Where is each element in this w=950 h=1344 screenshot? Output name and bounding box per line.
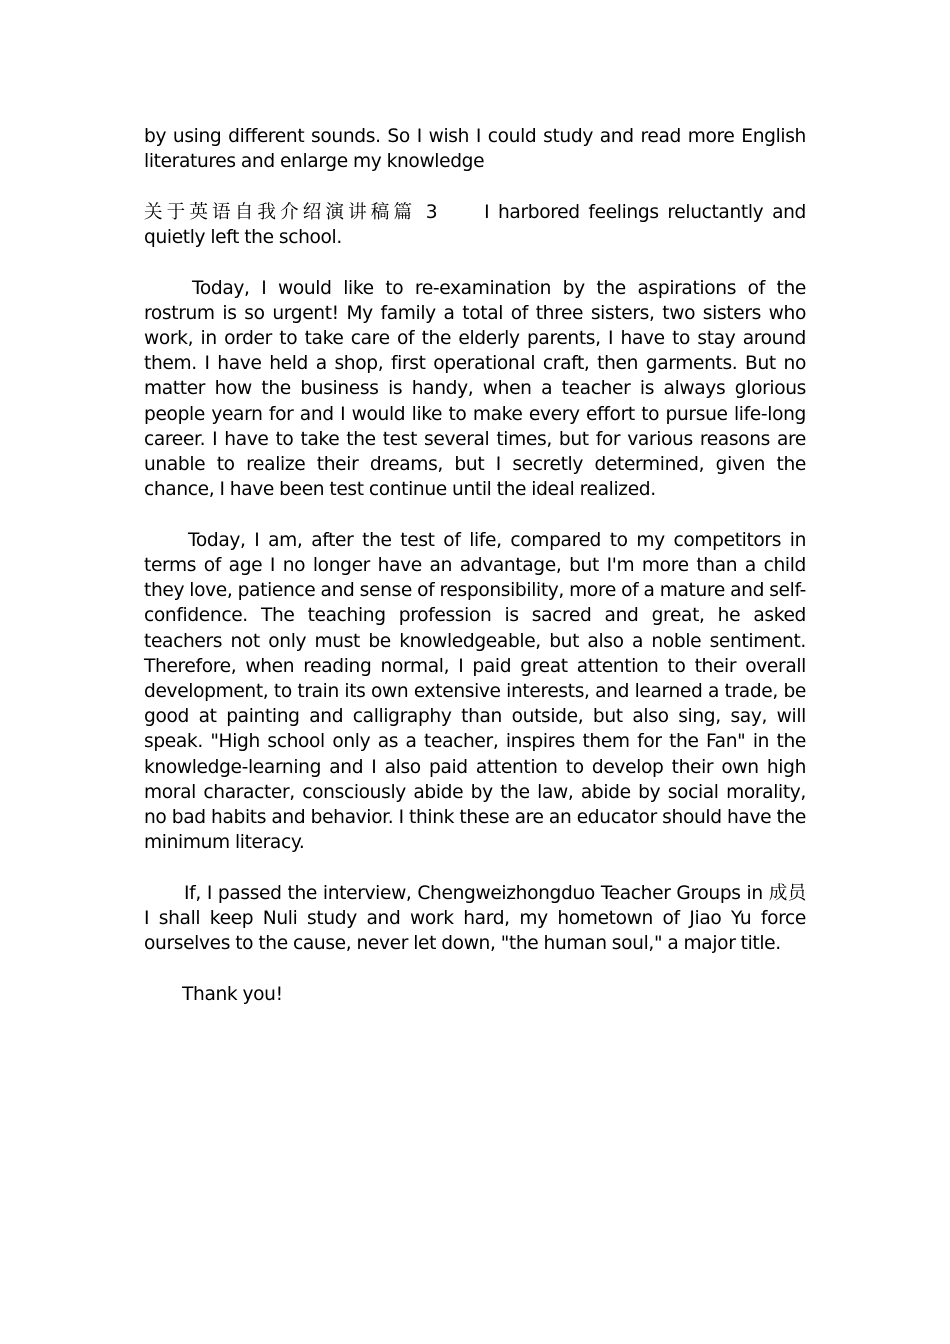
paragraph-aspirations: Today, I would like to re-examination by the aspirations of the rostrum is so urgent! My family a total of three sisters, two sisters who work, in order to take care of the elderly parents, I have to stay around them. I have held a shop, first operational craft, then garments. But no matter how the business is handy, when a teacher is always glorious people yearn for and I would like to make every effort to pursue life-long career. I have to take the test several times, but for various reasons are unable to realize their dreams, but I secretly determined, given the chance, I have been test continue until the ideal realized. [144,277,812,501]
paragraph-interview: If, I passed the interview, Chengweizhongduo Teacher Groups in 成员 I shall keep Nuli study and work hard, my hometown of Jiao Yu force ourselves to the cause, never let down, "the human soul," a major title. [144,882,812,955]
paragraph-section-heading [144,200,812,250]
document-body [144,124,812,1032]
paragraph-continuation: by using different sounds. So I wish I could study and read more English literatures and enlarge my knowledge [144,126,812,173]
paragraph-closing: Thank you! [182,983,283,1005]
paragraph-test-of-life: Today, I am, after the test of life, compared to my competitors in terms of age I no longer have an advantage, but I'm more than a child they love, patience and sense of responsibility, more of a mature and self-confidence. The teaching profession is sacred and great, he asked teachers not only must be knowledgeable, but also a noble sentiment. Therefore, when reading normal, I paid great attention to their overall development, to train its own extensive interests, and learned a trade, be good at painting and calligraphy than outside, but also sing, say, will speak. "High school only as a teacher, inspires them for the Fan" in the knowledge-learning and I also paid attention to develop their own high moral character, consciously abide by the law, abide by social morality, no bad habits and behavior. I think these are an educator should have the minimum literacy. [144,529,812,854]
section-heading: 关于英语自我介绍演讲稿篇 3 [144,201,439,223]
section-heading-text: I harbored feelings reluctantly and quietly left the school. [144,201,812,248]
